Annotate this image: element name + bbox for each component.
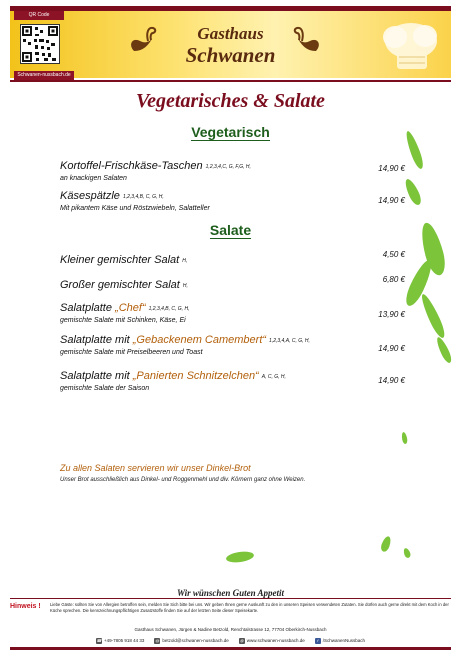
leaf-decoration <box>380 535 393 553</box>
item-name: Großer gemischter Salat <box>60 279 180 291</box>
bread-note-heading: Zu allen Salaten servieren wir unser Dinkel-Brot <box>60 463 251 473</box>
item-name-highlight: „Chef“ <box>115 302 146 314</box>
page-title: Vegetarisches & Salate <box>136 90 325 112</box>
footer-slogan: Wir wünschen Guten Appetit <box>176 588 285 598</box>
allergen-codes: 1,2,3,4,B, C, G, H, <box>122 194 164 200</box>
menu-item <box>60 330 405 356</box>
item-name: Salatplatte mit „Panierten Schnitzelchen“ <box>60 370 259 382</box>
item-description: gemischte Salate der Saison <box>60 385 150 392</box>
leaf-decoration <box>402 547 411 558</box>
phone-icon: ☎ <box>96 637 102 643</box>
email-icon: @ <box>155 637 160 643</box>
menu-item <box>60 186 405 212</box>
allergen-codes: 1,2,3,4,C, G, F,G, H, <box>205 164 251 170</box>
leaf-decoration <box>434 336 453 365</box>
footer-divider <box>10 598 451 599</box>
menu-item <box>60 156 405 182</box>
allergen-codes: 1,2,3,4,A, C, G, H, <box>269 338 310 344</box>
item-name: Käsespätzle <box>60 190 120 202</box>
allergen-codes: H, <box>182 258 188 264</box>
facebook-contact[interactable]: f /SchwanenNussbach <box>315 638 365 644</box>
leaf-decoration <box>402 257 436 308</box>
chef-hat-icon <box>375 17 445 79</box>
bread-note-text: Unser Brot ausschließlich aus Dinkel- und Roggenmehl und div. Körnern ganz ohne Weizen. <box>60 477 306 483</box>
footer-contacts <box>0 636 461 645</box>
website-label[interactable]: Schwanen-nussbach.de <box>14 71 74 80</box>
menu-item <box>60 250 405 268</box>
qr-label: QR Code <box>14 11 64 20</box>
item-description: Mit pikantem Käse und Röstzwiebeln, Salatteller <box>60 205 210 212</box>
item-price: 4,50 € <box>382 250 405 259</box>
header-divider <box>10 80 451 82</box>
item-name: Kortoffel-Frischkäse-Taschen <box>60 160 203 172</box>
menu-item <box>60 298 405 324</box>
item-price: 6,80 € <box>382 275 405 284</box>
item-name-highlight: „Panierten Schnitzelchen“ <box>132 370 259 382</box>
allergy-notice <box>10 602 451 622</box>
web-contact[interactable]: ◍ www.schwanen-nussbach.de <box>239 637 305 643</box>
allergen-codes: H, <box>182 283 188 289</box>
item-description: gemischte Salate mit Preiselbeeren und Toast <box>60 349 203 356</box>
section-heading-vegetarisch: Vegetarisch <box>191 124 270 140</box>
item-description: gemischte Salate mit Schinken, Käse, Ei <box>60 317 186 324</box>
facebook-icon: f <box>315 638 321 644</box>
item-description: an knackigen Salaten <box>60 175 127 182</box>
email-contact[interactable]: @ betzold@schwanen-nussbach.de <box>155 637 229 643</box>
section-heading-salate: Salate <box>209 222 252 238</box>
item-price: 14,90 € <box>378 164 405 173</box>
leaf-decoration <box>403 177 424 207</box>
bottom-divider <box>10 647 451 650</box>
item-price: 14,90 € <box>378 376 405 385</box>
notice-label: Hinweis ! <box>10 603 41 610</box>
leaf-decoration <box>401 432 408 445</box>
item-price: 14,90 € <box>378 344 405 353</box>
menu-item <box>60 275 405 293</box>
item-name: Salatplatte „Chef“ <box>60 302 146 314</box>
leaf-decoration <box>418 292 447 340</box>
item-price: 13,90 € <box>378 310 405 319</box>
restaurant-name-line2: Schwanen <box>185 43 276 67</box>
allergen-codes: 1,2,3,4,B, C, G, H, <box>148 306 190 312</box>
item-name: Kleiner gemischter Salat <box>60 254 180 266</box>
globe-icon: ◍ <box>239 637 244 643</box>
restaurant-name-line1: Gasthaus <box>197 24 264 43</box>
header-banner <box>10 6 451 78</box>
item-price: 14,90 € <box>378 196 405 205</box>
footer-address: Gasthaus Schwanen, Jürgen & Nadine Betzold, Renchtalstrasse 12, 77704 Oberkirch-Nussbach <box>134 627 327 632</box>
notice-text: Liebe Gäste: sollten Sie von Allergien betroffen sein, melden Sie Sich bitte bei uns. Wir geben Ihnen gerne Auskunft zu den in unseren Speisen verwendeten Zutaten. Sie dürfen auch gerne direkt mit dem Koch in der Küche sprechen. Die kennzeichnungspflichtigen Zusatzstoffe finden Sie auf der letzten Seite dieser Speisekarte. <box>50 602 449 613</box>
phone-contact[interactable]: ☎ +49-7805 918 44 33 <box>96 637 145 643</box>
leaf-decoration <box>225 550 254 564</box>
allergen-codes: A, C, G, H, <box>261 374 286 380</box>
item-name: Salatplatte mit „Gebackenem Camembert“ <box>60 334 267 346</box>
menu-item <box>60 366 405 392</box>
item-name-highlight: „Gebackenem Camembert“ <box>132 334 267 346</box>
